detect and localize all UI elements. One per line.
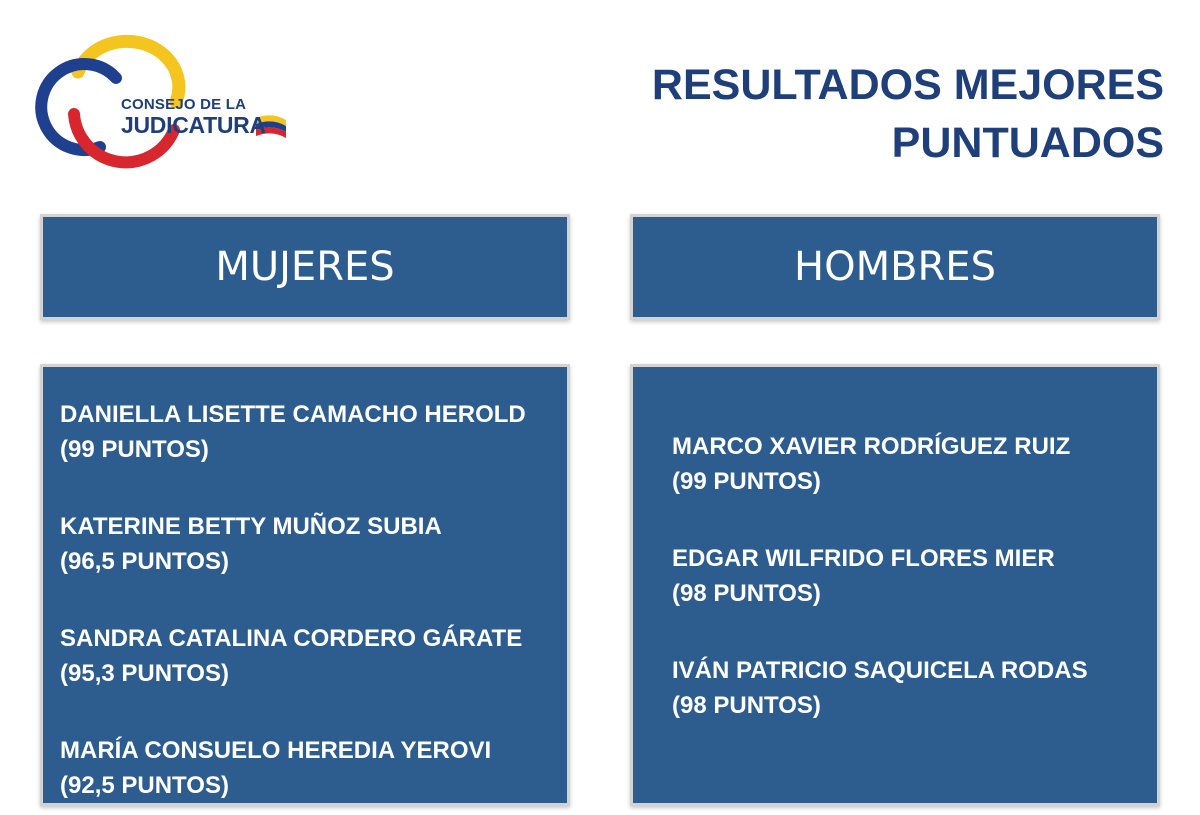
list-item	[60, 733, 567, 803]
candidate-name: MARÍA CONSUELO HEREDIA YEROVI	[60, 737, 492, 764]
candidate-name: MARCO XAVIER RODRÍGUEZ RUIZ	[672, 433, 1071, 460]
list-item	[60, 621, 567, 691]
hombres-heading: HOMBRES	[630, 214, 1160, 320]
list-item	[672, 541, 1157, 611]
title-line-1: RESULTADOS MEJORES	[651, 61, 1164, 109]
mujeres-list	[40, 364, 570, 806]
candidate-name: DANIELLA LISETTE CAMACHO HEROLD	[60, 401, 526, 428]
mujeres-heading: MUJERES	[40, 214, 570, 320]
candidate-points: (99 PUNTOS)	[672, 468, 821, 495]
logo-wordmark	[121, 97, 266, 137]
candidate-points: (92,5 PUNTOS)	[60, 772, 229, 799]
title-line-2: PUNTUADOS	[891, 119, 1164, 167]
candidate-points: (98 PUNTOS)	[672, 692, 821, 719]
candidate-points: (99 PUNTOS)	[60, 436, 209, 463]
candidate-name: SANDRA CATALINA CORDERO GÁRATE	[60, 625, 523, 652]
list-item	[672, 653, 1157, 723]
logo-line-2: JUDICATURA	[121, 112, 266, 138]
consejo-judicatura-logo	[28, 22, 298, 194]
list-item	[672, 429, 1157, 499]
candidate-name: KATERINE BETTY MUÑOZ SUBIA	[60, 513, 442, 540]
candidate-points: (98 PUNTOS)	[672, 580, 821, 607]
candidate-points: (96,5 PUNTOS)	[60, 548, 229, 575]
candidate-name: IVÁN PATRICIO SAQUICELA RODAS	[672, 657, 1088, 684]
logo-line-1: CONSEJO DE LA	[121, 96, 247, 113]
candidate-points: (95,3 PUNTOS)	[60, 660, 229, 687]
candidate-name: EDGAR WILFRIDO FLORES MIER	[672, 545, 1055, 572]
list-item	[60, 397, 567, 467]
hombres-list	[630, 364, 1160, 806]
page-title	[604, 56, 1164, 172]
list-item	[60, 509, 567, 579]
